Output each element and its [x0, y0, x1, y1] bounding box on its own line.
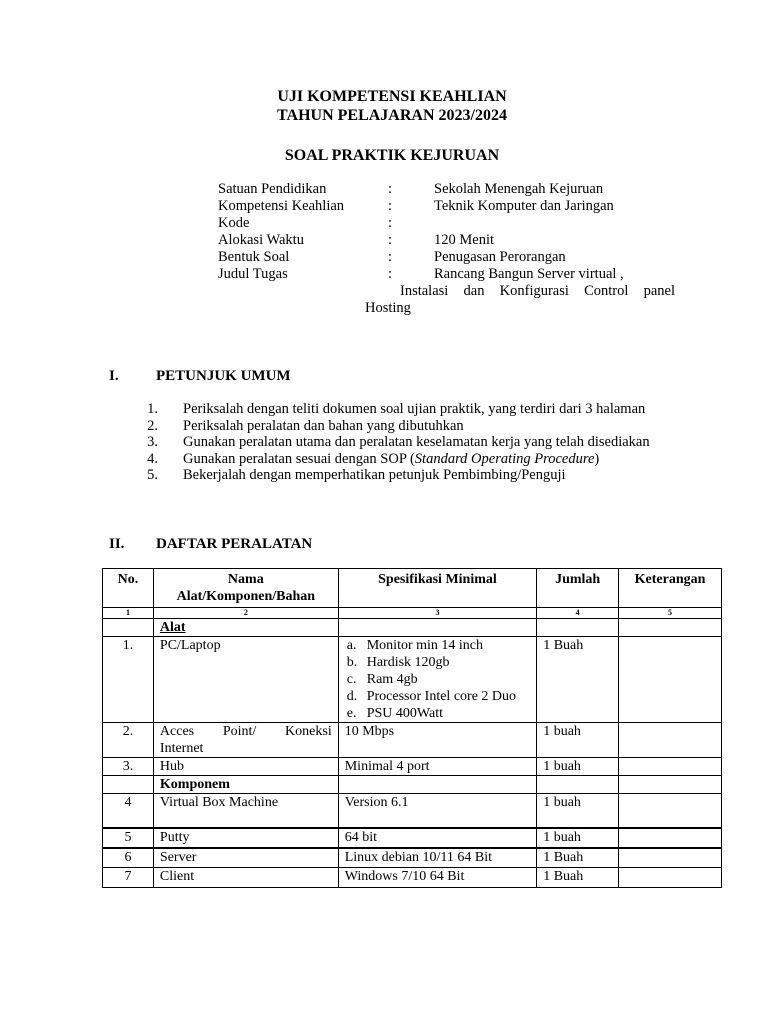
header-no: No.	[103, 569, 154, 608]
cell-keterangan	[619, 758, 722, 776]
section-petunjuk-umum	[109, 367, 409, 385]
cell-jumlah: 1 buah	[537, 723, 619, 758]
cell-no: 1.	[103, 637, 154, 723]
header-nama-line1: Nama	[227, 572, 264, 587]
cell-keterangan	[619, 848, 722, 868]
judul-continuation-line	[400, 283, 675, 300]
meta-label: Judul Tugas	[218, 266, 288, 282]
spec-text: PSU 400Watt	[366, 706, 444, 721]
meta-value: 120 Menit	[434, 232, 495, 248]
meta-colon: :	[388, 198, 393, 214]
item-text-pre: Gunakan peralatan sesuai dengan SOP (	[183, 450, 415, 467]
header-spesifikasi: Spesifikasi Minimal	[338, 569, 536, 608]
spec-marker: a.	[346, 638, 357, 653]
meta-colon: :	[388, 249, 393, 265]
judul-word: Control	[584, 283, 629, 299]
cell-spec: 10 Mbps	[338, 723, 536, 758]
section-number: II.	[109, 536, 125, 552]
meta-label: Satuan Pendidikan	[218, 181, 327, 197]
list-item	[140, 401, 675, 418]
instruction-list	[140, 401, 675, 484]
cell-nama: Client	[153, 868, 338, 888]
item-text-post: )	[594, 450, 600, 467]
meta-label: Bentuk Soal	[218, 249, 290, 265]
meta-label: Kompetensi Keahlian	[218, 198, 345, 214]
header-keterangan: Keterangan	[619, 569, 722, 608]
table-row	[103, 794, 722, 828]
spec-item	[345, 688, 530, 705]
item-text: Gunakan peralatan utama dan peralatan keselamatan kerja yang telah disediakan	[183, 434, 650, 450]
section-title: DAFTAR PERALATAN	[156, 536, 313, 552]
item-text: Periksalah dengan teliti dokumen soal ujian praktik, yang terdiri dari 3 halaman	[183, 401, 646, 417]
meta-colon: :	[388, 215, 393, 231]
judul-word: Konfigurasi	[499, 283, 569, 299]
cell-jumlah: 1 buah	[537, 828, 619, 848]
cell-nama	[153, 723, 338, 758]
list-item	[140, 434, 675, 451]
spec-marker: e.	[346, 706, 357, 721]
item-number: 3.	[147, 434, 158, 450]
judul-word: Instalasi	[400, 283, 449, 299]
equipment-table	[102, 568, 722, 888]
item-text-emphasis: Standard Operating Procedure	[414, 450, 595, 467]
cell-keterangan	[619, 794, 722, 828]
header-nama-line2: Alat/Komponen/Bahan	[176, 589, 316, 604]
cell-nama: PC/Laptop	[153, 637, 338, 723]
header-nama	[153, 569, 338, 608]
cell-keterangan	[619, 868, 722, 888]
cell-nama: Putty	[153, 828, 338, 848]
cell-keterangan	[619, 637, 722, 723]
index-cell: 4	[537, 608, 619, 619]
meta-value: Sekolah Menengah Kejuruan	[434, 181, 604, 197]
table-row	[103, 723, 722, 758]
index-cell: 2	[153, 608, 338, 619]
meta-colon: :	[388, 181, 393, 197]
cell-jumlah: 1 Buah	[537, 868, 619, 888]
index-cell: 3	[338, 608, 536, 619]
judul-word: panel	[643, 283, 675, 299]
item-number: 4.	[147, 450, 158, 467]
section-daftar-peralatan	[109, 535, 409, 553]
table-row	[103, 848, 722, 868]
cell-nama: Virtual Box Machine	[153, 794, 338, 828]
judul-word: dan	[463, 283, 485, 299]
spec-text: Ram 4gb	[366, 672, 418, 687]
table-row	[103, 828, 722, 848]
cell-jumlah: 1 Buah	[537, 848, 619, 868]
meta-label: Alokasi Waktu	[218, 232, 304, 248]
cell-spec: Linux debian 10/11 64 Bit	[338, 848, 536, 868]
spec-marker: d.	[346, 689, 358, 704]
table-row	[103, 868, 722, 888]
school-year-title: TAHUN PELAJARAN 2023/2024	[277, 107, 507, 124]
section-number: I.	[109, 368, 119, 384]
cell-no: 5	[103, 828, 154, 848]
table-header-row	[103, 569, 722, 608]
meta-label: Kode	[218, 215, 250, 231]
cell-spec: Version 6.1	[338, 794, 536, 828]
spec-text: Hardisk 120gb	[366, 655, 450, 670]
cell-nama: Hub	[153, 758, 338, 776]
nama-word: Point/	[222, 724, 257, 739]
item-number: 1.	[147, 401, 158, 417]
cell-nama-line2: Internet	[159, 741, 204, 756]
section-title: PETUNJUK UMUM	[156, 368, 291, 384]
spec-list	[345, 637, 530, 722]
judul-continuation-last: Hosting	[365, 300, 411, 316]
meta-value: Penugasan Perorangan	[434, 249, 566, 265]
spec-item	[345, 654, 530, 671]
cell-spec	[338, 637, 536, 723]
cell-spec: 64 bit	[338, 828, 536, 848]
meta-value: Rancang Bangun Server virtual ,	[434, 266, 624, 282]
cell-no: 3.	[103, 758, 154, 776]
cell-spec: Minimal 4 port	[338, 758, 536, 776]
spec-item	[345, 671, 530, 688]
cell-no: 4	[103, 794, 154, 828]
meta-colon: :	[388, 266, 393, 282]
group-label-alat: Alat	[153, 619, 338, 637]
spec-item	[345, 637, 530, 654]
spec-marker: b.	[346, 655, 358, 670]
cell-no: 2.	[103, 723, 154, 758]
item-number: 5.	[147, 467, 158, 483]
cell-jumlah: 1 buah	[537, 758, 619, 776]
spec-marker: c.	[346, 672, 357, 687]
index-cell: 1	[103, 608, 154, 619]
meta-value: Teknik Komputer dan Jaringan	[434, 198, 614, 214]
spec-item	[345, 705, 530, 722]
table-row	[103, 758, 722, 776]
spec-text: Processor Intel core 2 Duo	[366, 689, 517, 704]
cell-no: 7	[103, 868, 154, 888]
cell-jumlah: 1 Buah	[537, 637, 619, 723]
section-heading: SOAL PRAKTIK KEJURUAN	[284, 147, 500, 164]
cell-keterangan	[619, 828, 722, 848]
meta-colon: :	[388, 232, 393, 248]
table-group-row	[103, 619, 722, 637]
list-item	[140, 467, 675, 484]
table-row	[103, 637, 722, 723]
cell-nama: Server	[153, 848, 338, 868]
cell-spec: Windows 7/10 64 Bit	[338, 868, 536, 888]
item-number: 2.	[147, 417, 158, 434]
cell-nama-line1	[160, 723, 332, 740]
spec-text: Monitor min 14 inch	[366, 638, 484, 653]
cell-keterangan	[619, 723, 722, 758]
nama-word: Koneksi	[285, 724, 332, 739]
exam-title: UJI KOMPETENSI KEAHLIAN	[277, 88, 507, 105]
list-item	[140, 418, 675, 435]
index-cell: 5	[619, 608, 722, 619]
table-group-row	[103, 776, 722, 794]
item-text: Bekerjalah dengan memperhatikan petunjuk Pembimbing/Penguji	[183, 467, 566, 483]
item-text: Periksalah peralatan dan bahan yang dibutuhkan	[183, 417, 464, 434]
header-jumlah: Jumlah	[537, 569, 619, 608]
table-index-row	[103, 608, 722, 619]
list-item	[140, 451, 675, 468]
nama-word: Acces	[159, 724, 195, 739]
cell-no: 6	[103, 848, 154, 868]
group-label-komponen: Komponem	[153, 776, 338, 794]
cell-jumlah: 1 buah	[537, 794, 619, 828]
